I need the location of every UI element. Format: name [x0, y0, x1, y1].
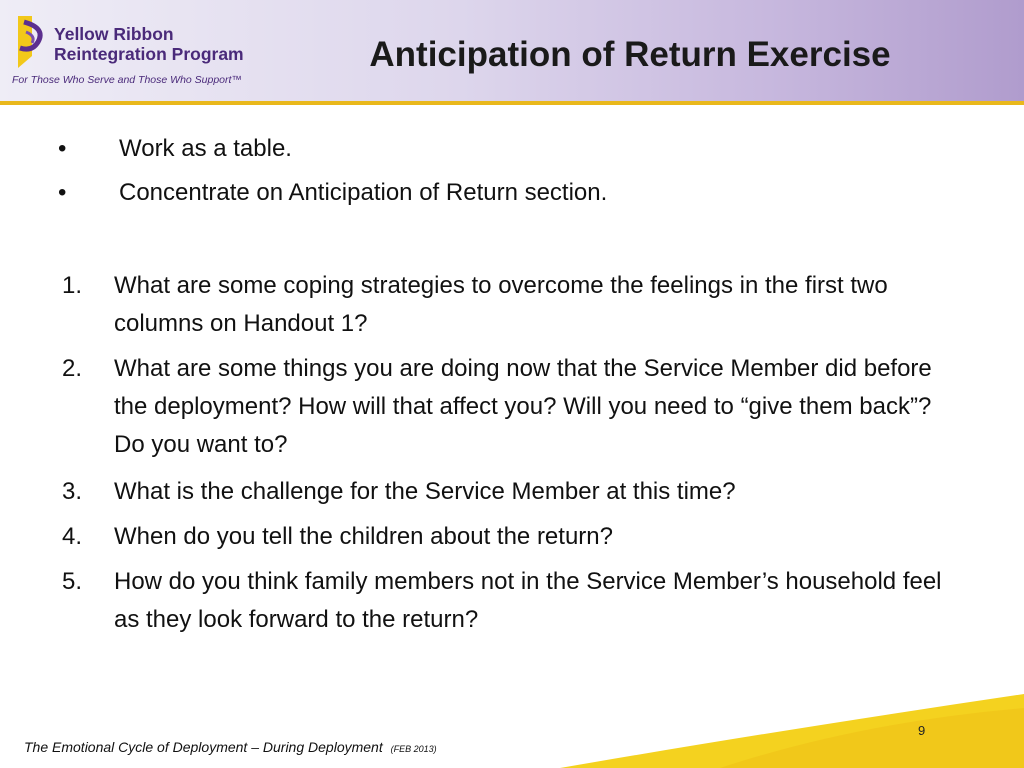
question-text: What is the challenge for the Service Member at this time?: [114, 478, 736, 505]
question-text: What are some coping strategies to overcome the feelings in the first two columns on Handout 1?: [114, 272, 888, 337]
question-text: What are some things you are doing now that the Service Member did before the deployment? How will that affect you? Will you need to “give them back”? Do you want to?: [114, 355, 932, 458]
bullet-text: Work as a table.: [119, 135, 292, 162]
question-number: 1.: [62, 272, 83, 299]
question-text: How do you think family members not in the Service Member’s household feel as they look forward to the return?: [114, 568, 942, 633]
bullet-text: Concentrate on Anticipation of Return section.: [119, 179, 608, 206]
question-text: When do you tell the children about the return?: [114, 523, 613, 550]
footer-date: (FEB 2013): [390, 744, 437, 754]
logo-line-2: Reintegration Program: [54, 44, 244, 64]
footer-caption: [24, 739, 437, 755]
footer-title: The Emotional Cycle of Deployment – During Deployment: [24, 739, 383, 755]
logo-tagline: For Those Who Serve and Those Who Support™: [12, 74, 242, 86]
page-number: 9: [918, 723, 926, 738]
question-number: 4.: [62, 523, 83, 550]
bullet-dot: •: [58, 135, 67, 162]
bullet-dot: •: [58, 179, 67, 206]
question-number: 3.: [62, 478, 83, 505]
question-number: 5.: [62, 568, 83, 595]
slide-title: Anticipation of Return Exercise: [369, 35, 891, 74]
logo-line-1: Yellow Ribbon: [54, 24, 174, 44]
question-number: 2.: [62, 355, 83, 382]
